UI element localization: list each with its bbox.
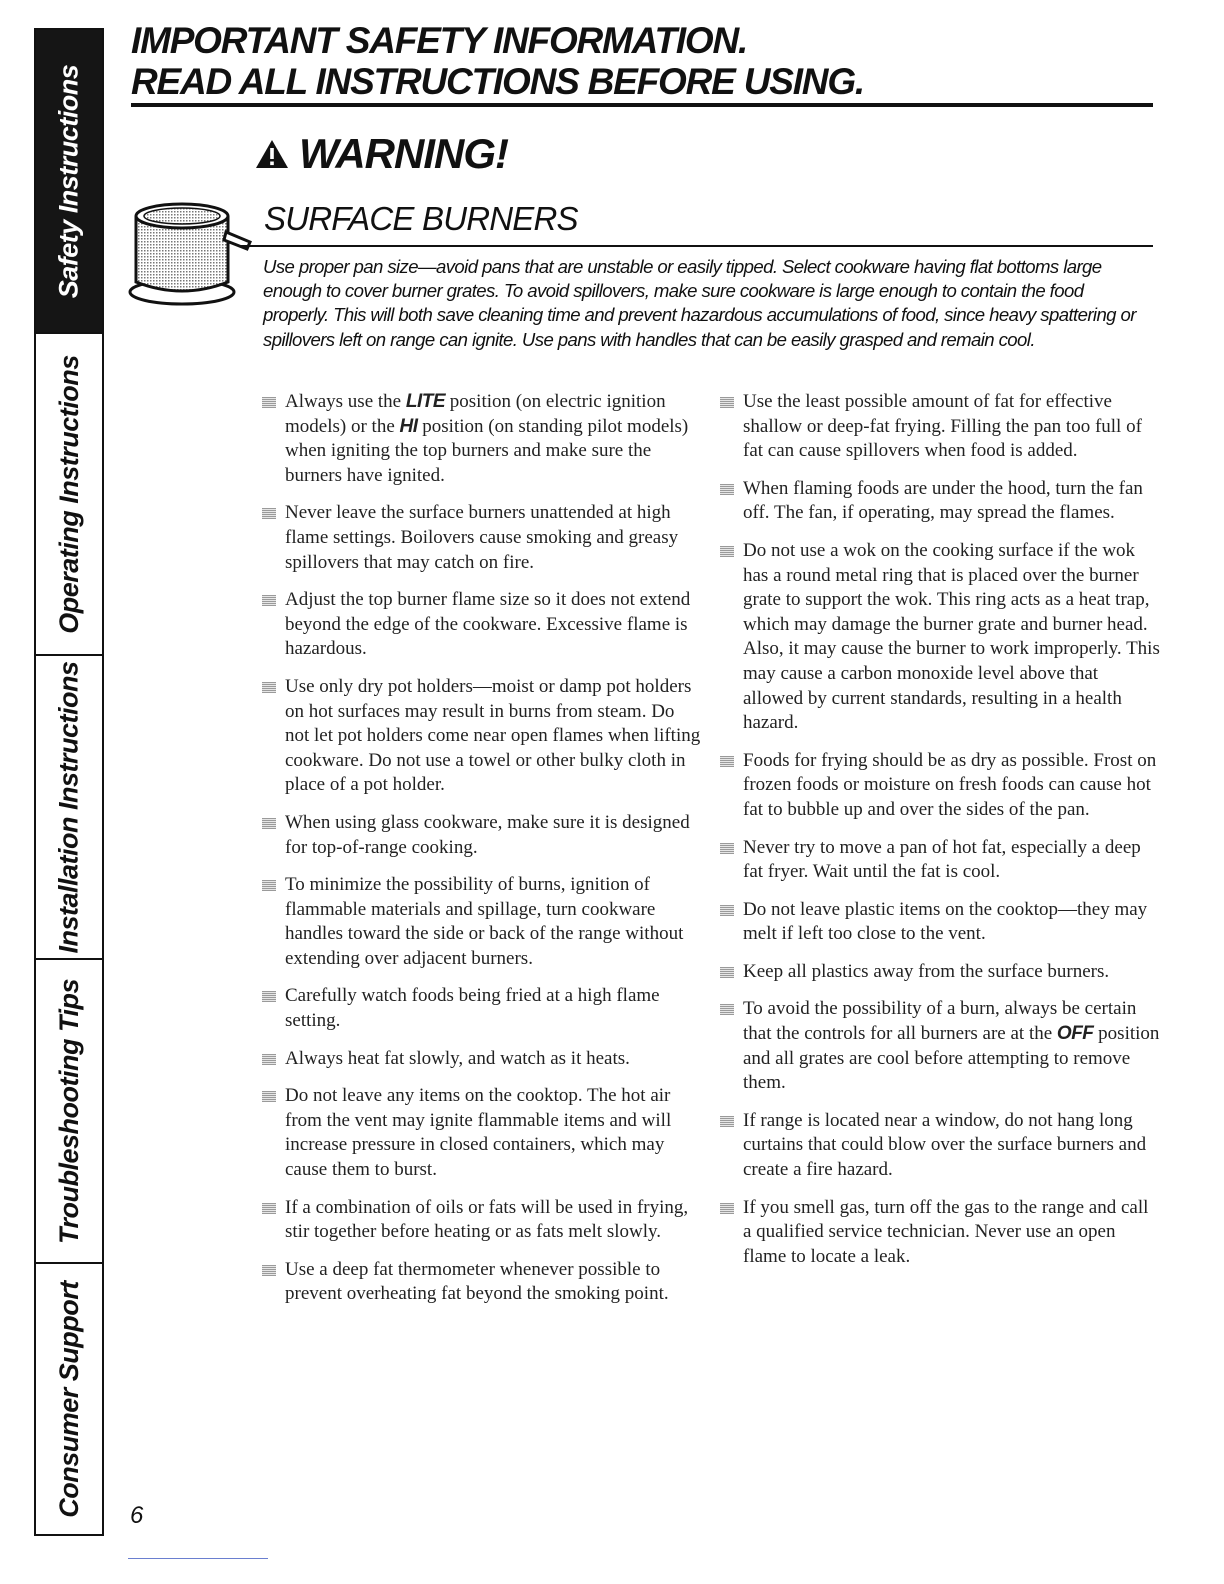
item-text: If a combination of oils or fats will be used in frying, stir together before heating or as fats melt slowly. (285, 1196, 689, 1243)
list-item (262, 1258, 702, 1307)
item-text: Use the least possible amount of fat for effective shallow or deep-fat frying. Filling the pan too full of fat can cause spillovers when food is added. (743, 391, 1142, 462)
bullet-icon (720, 967, 734, 978)
tab-label: Consumer Support (53, 1280, 84, 1518)
list-item (262, 1196, 702, 1245)
item-text: Foods for frying should be as dry as possible. Frost on frozen foods or moisture on fresh foods can cause hot fat to bubble up and over the sides of the pan. (743, 749, 1157, 820)
item-text: Do not leave any items on the cooktop. The hot air from the vent may ignite flammable items and will increase pressure in closed containers, which may cause them to burst. (285, 1085, 672, 1181)
bullet-icon (720, 546, 734, 557)
page-header (131, 20, 864, 102)
item-text: position (on electric ignition models) or the (285, 391, 666, 437)
bullet-icon (720, 905, 734, 916)
list-item (720, 1196, 1160, 1270)
bullet-icon (262, 1203, 276, 1214)
item-text: Use only dry pot holders—moist or damp pot holders on hot surfaces may result in burns from steam. Do not let pot holders come near open flames when lifting cookware. Do not use a towel or other bulky cloth in place of a pot holder. (285, 675, 701, 796)
bullet-icon (262, 1091, 276, 1102)
list-item (262, 390, 702, 488)
tab-safety-instructions[interactable] (36, 30, 102, 334)
item-text: Do not leave plastic items on the cooktop—they may melt if left too close to the vent. (743, 898, 1148, 945)
bullet-icon (262, 682, 276, 693)
header-rule (131, 103, 1153, 107)
item-text: Do not use a wok on the cooking surface if the wok has a round metal ring that is placed over the burner grate to support the wok. This ring acts as a heat trap, which may damage the burner grate and burner head. Also, it may cause the burner to work improperly. This may cause a carbon monoxide level above that allowed by current standards, resulting in a health hazard. (743, 539, 1160, 734)
list-item (720, 390, 1160, 464)
left-bullet-list (262, 390, 702, 1320)
item-text: Never leave the surface burners unattended at high flame settings. Boilovers cause smoking and greasy spillovers that may catch on fire. (285, 502, 679, 573)
item-text: Adjust the top burner flame size so it does not extend beyond the edge of the cookware. Excessive flame is hazardous. (285, 589, 691, 660)
item-text: Always use the (285, 391, 406, 412)
bullet-icon (262, 880, 276, 891)
cooking-pot-icon (126, 196, 260, 306)
header-line-1: IMPORTANT SAFETY INFORMATION. (131, 20, 748, 61)
keyword-off: OFF (1056, 1023, 1094, 1045)
bullet-icon (262, 1265, 276, 1276)
bullet-icon (262, 991, 276, 1002)
warning-title: WARNING! (299, 130, 508, 177)
bullet-icon (720, 1203, 734, 1214)
list-item (720, 997, 1160, 1095)
list-item (262, 1047, 702, 1072)
list-item (262, 501, 702, 575)
list-item (262, 873, 702, 971)
bullet-icon (720, 756, 734, 767)
keyword-hi: HI (399, 415, 418, 437)
item-text: Always heat fat slowly, and watch as it heats. (285, 1047, 630, 1069)
list-item (720, 898, 1160, 947)
tab-label: Safety Instructions (53, 64, 84, 298)
tab-consumer-support[interactable] (36, 1264, 102, 1534)
tab-label: Operating Instructions (53, 354, 84, 634)
tab-operating-instructions[interactable] (36, 334, 102, 656)
tab-label: Installation Instructions (53, 660, 84, 954)
item-text: To avoid the possibility of a burn, always be certain that the controls for all burners are at the (743, 998, 1137, 1045)
list-item (720, 960, 1160, 985)
bullet-icon (262, 1054, 276, 1065)
tab-label: Troubleshooting Tips (53, 978, 84, 1244)
bullet-icon (262, 595, 276, 606)
list-item (720, 836, 1160, 885)
list-item (262, 811, 702, 860)
side-tab-strip (34, 28, 104, 1536)
list-item (720, 477, 1160, 526)
list-item (262, 675, 702, 798)
item-text: Use a deep fat thermometer whenever possible to prevent overheating fat beyond the smoking point. (285, 1258, 669, 1305)
item-text: To minimize the possibility of burns, ignition of flammable materials and spillage, turn cookware handles toward the side or back of the range without extending over adjacent burners. (285, 874, 684, 969)
item-text: Keep all plastics away from the surface burners. (743, 960, 1110, 982)
item-text: When flaming foods are under the hood, turn the fan off. The fan, if operating, may spread the flames. (743, 477, 1143, 524)
list-item (720, 1109, 1160, 1183)
list-item (262, 588, 702, 662)
section-intro: Use proper pan size—avoid pans that are unstable or easily tipped. Select cookware having flat bottoms large enough to cover burner grates. To avoid spillovers, make sure cookware is large enough to contain the food properly. This will both save cleaning time and prevent hazardous accumulations of food, since heavy spattering or spillovers left on range can ignite. Use pans with handles that can be easily grasped and remain cool. (263, 256, 1136, 350)
tab-installation-instructions[interactable] (36, 656, 102, 960)
item-text: Carefully watch foods being fried at a high flame setting. (285, 985, 660, 1032)
bullet-icon (720, 1116, 734, 1127)
bullet-icon (720, 843, 734, 854)
page-number: 6 (130, 1502, 144, 1529)
warning-triangle-icon (255, 139, 289, 169)
bullet-icon (720, 397, 734, 408)
bullet-icon (262, 397, 276, 408)
item-text: position and all grates are cool before attempting to remove them. (743, 1023, 1160, 1094)
item-text: If you smell gas, turn off the gas to the range and call a qualified service technician. Never use an open flame to locate a leak. (743, 1196, 1149, 1267)
bullet-icon (262, 818, 276, 829)
item-text: When using glass cookware, make sure it is designed for top-of-range cooking. (285, 811, 690, 858)
right-bullet-list (720, 390, 1160, 1282)
tab-troubleshooting-tips[interactable] (36, 960, 102, 1264)
list-item (720, 539, 1160, 736)
warning-heading (255, 130, 508, 178)
item-text: Never try to move a pan of hot fat, especially a deep fat fryer. Wait until the fat is cool. (743, 836, 1141, 883)
bullet-icon (720, 1004, 734, 1015)
footer-divider (128, 1558, 268, 1559)
list-item (720, 749, 1160, 823)
section-rule (240, 245, 1153, 247)
item-text: If range is located near a window, do not hang long curtains that could blow over the surface burners and create a fire hazard. (743, 1109, 1147, 1181)
item-text: position (on standing pilot models) when igniting the top burners and make sure the burners have ignited. (285, 415, 689, 486)
section-title: SURFACE BURNERS (264, 200, 578, 237)
bullet-icon (262, 508, 276, 519)
list-item (262, 1084, 702, 1182)
bullet-icon (720, 484, 734, 495)
header-line-2: READ ALL INSTRUCTIONS BEFORE USING. (131, 61, 864, 102)
keyword-lite: LITE (405, 391, 446, 412)
list-item (262, 984, 702, 1033)
